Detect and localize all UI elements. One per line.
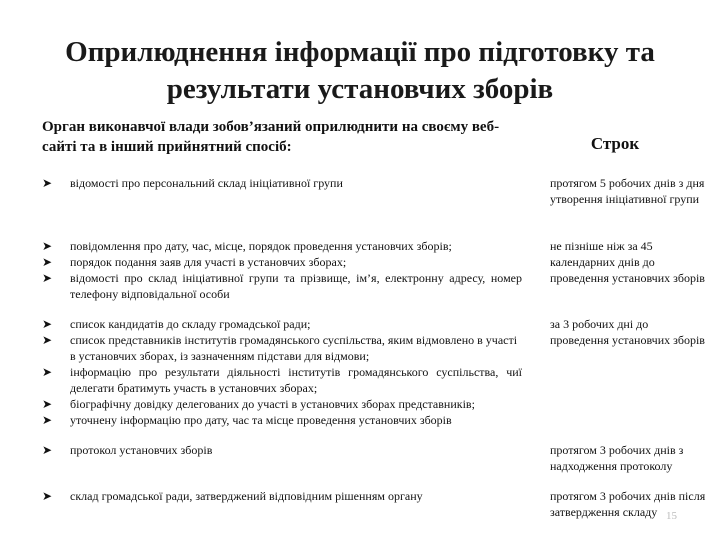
column-header-obligation: Орган виконавчої влади зобов’язаний оприлюднити на своєму веб-сайті та в інший прийнятний спосіб: [42, 119, 500, 155]
item-list [42, 316, 522, 428]
item-list [42, 175, 522, 191]
item-text: інформацію про результати діяльності інститутів громадянського суспільства, чиї делегати братимуть участь в установчих зборах; [70, 365, 522, 395]
arrow-bullet-icon: ➤ [42, 333, 53, 347]
arrow-bullet-icon: ➤ [42, 443, 53, 457]
list-item [42, 412, 522, 428]
title-line-1: Оприлюднення інформації про підготовку та [65, 36, 655, 68]
arrow-bullet-icon: ➤ [42, 413, 53, 427]
item-text: уточнену інформацію про дату, час та місце проведення установчих зборів [70, 413, 452, 427]
list-item [42, 175, 522, 191]
arrow-bullet-icon: ➤ [42, 255, 53, 269]
list-item [42, 396, 522, 412]
list-item [42, 332, 522, 364]
list-item [42, 254, 522, 270]
page-number: 15 [666, 510, 677, 522]
list-item [42, 488, 522, 504]
deadline-text: протягом 5 робочих днів з дня утворення ініціативної групи [550, 176, 705, 206]
item-text: склад громадської ради, затверджений відповідним рішенням органу [70, 489, 423, 503]
item-text: повідомлення про дату, час, місце, порядок проведення установчих зборів; [70, 239, 452, 253]
arrow-bullet-icon: ➤ [42, 176, 53, 190]
arrow-bullet-icon: ➤ [42, 365, 53, 379]
arrow-bullet-icon: ➤ [42, 489, 53, 503]
arrow-bullet-icon: ➤ [42, 271, 53, 285]
item-text: відомості про склад ініціативної групи та прізвище, ім’я, електронну адресу, номер телефону відповідальної особи [70, 271, 522, 301]
item-text: протокол установчих зборів [70, 443, 213, 457]
item-text: список кандидатів до складу громадської ради; [70, 317, 311, 331]
arrow-bullet-icon: ➤ [42, 397, 53, 411]
item-text: порядок подання заяв для участі в установчих зборах; [70, 255, 347, 269]
list-item [42, 442, 522, 458]
list-item [42, 364, 522, 396]
deadline-text: протягом 3 робочих днів після затвердження складу [550, 489, 706, 519]
item-list [42, 488, 522, 504]
list-item [42, 238, 522, 254]
arrow-bullet-icon: ➤ [42, 239, 53, 253]
item-text: відомості про персональний склад ініціативної групи [70, 176, 343, 190]
list-item [42, 316, 522, 332]
list-item [42, 270, 522, 302]
title-line-2: результати установчих зборів [166, 73, 554, 105]
slide-title [0, 34, 720, 108]
item-list [42, 238, 522, 302]
item-text: біографічну довідку делегованих до участі в установчих зборах представників; [70, 397, 475, 411]
deadline-text: за 3 робочих дні до проведення установчих зборів [550, 317, 705, 347]
deadline-text: не пізніше ніж за 45 календарних днів до проведення установчих зборів [550, 239, 705, 285]
deadline-text: протягом 3 робочих днів з надходження протоколу [550, 443, 684, 473]
item-text: список представників інститутів громадянського суспільства, яким відмовлено в участі в установчих зборах, із зазначенням підстави для відмови; [70, 333, 518, 363]
item-list [42, 442, 522, 458]
arrow-bullet-icon: ➤ [42, 317, 53, 331]
column-header-deadline: Строк [590, 134, 640, 153]
